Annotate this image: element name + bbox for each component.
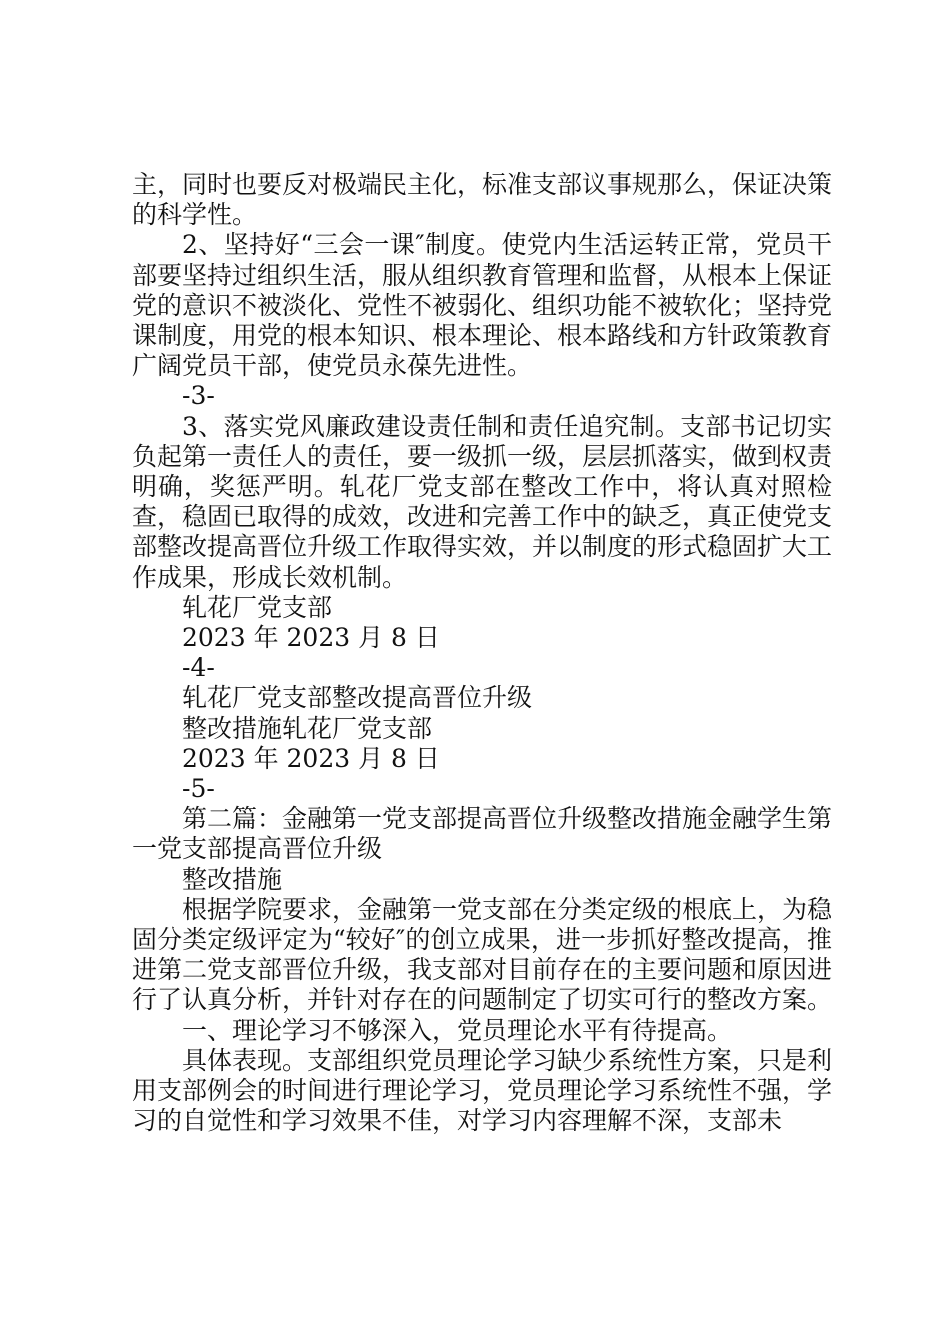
paragraph-responsibility: 3、落实党风廉政建设责任制和责任追究制。支部书记切实负起第一责任人的责任，要一级抓一级，层层抓落实，做到权责明确，奖惩严明。轧花厂党支部在整改工作中，将认真对照检查，稳固已取得的成效，改进和完善工作中的缺乏，真正使党支部整改提高晋位升级工作取得实效，并以制度的形式稳固扩大工作成果，形成长效机制。 [132,411,833,592]
title-line-1: 轧花厂党支部整改提高晋位升级 [182,683,533,713]
signature-date-1: 2023 年 2023 月 8 日 [182,623,440,653]
document-body [132,170,832,1137]
paragraph-intro: 根据学院要求，金融第一党支部在分类定级的根底上，为稳固分类定级评定为“较好″的创立成果，进一步抓好整改提高，推进第二党支部晋位升级，我支部对目前存在的主要问题和原因进行了认真分析，并针对存在的问题制定了切实可行的整改方案。 [132,894,833,1015]
page-number-4: -4- [182,653,215,683]
paragraph-three-meetings: 2、坚持好“三会一课″制度。使党内生活运转正常，党员干部要坚持过组织生活，服从组织教育管理和监督，从根本上保证党的意识不被淡化、党性不被弱化、组织功能不被软化；坚持党课制度，用党的根本知识、根本理论、根本路线和方针政策教育广阔党员干部，使党员永葆先进性。 [132,230,833,381]
paragraph-continuation: 主，同时也要反对极端民主化，标准支部议事规那么，保证决策的科学性。 [132,170,833,230]
signature-org-1: 轧花厂党支部 [182,592,333,622]
title-line-2: 整改措施轧花厂党支部 [182,713,433,743]
page-number-3: -3- [182,381,215,411]
section-subheading: 整改措施 [182,864,283,894]
page-number-5: -5- [182,774,215,804]
paragraph-specific-performance: 具体表现。支部组织党员理论学习缺少系统性方案，只是利用支部例会的时间进行理论学习，党员理论学习系统性不强，学习的自觉性和学习效果不佳，对学习内容理解不深，支部未 [132,1045,833,1136]
section-heading: 第二篇：金融第一党支部提高晋位升级整改措施金融学生第一党支部提高晋位升级 [132,804,833,864]
signature-date-2: 2023 年 2023 月 8 日 [182,743,440,773]
issue-heading-1: 一、理论学习不够深入，党员理论水平有待提高。 [182,1015,733,1045]
